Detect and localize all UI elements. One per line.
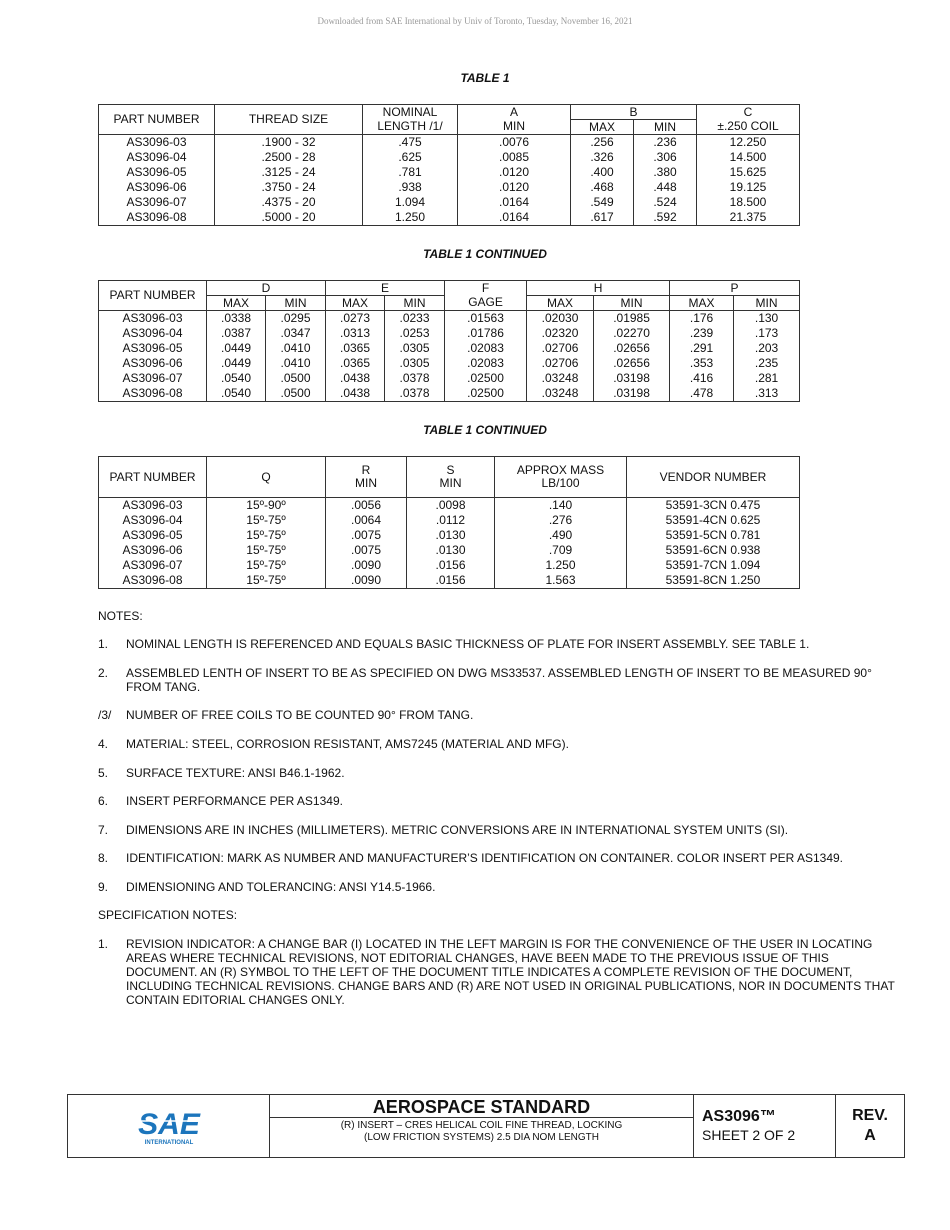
table-cell: .02500 bbox=[445, 386, 527, 402]
header-r-min: MIN bbox=[326, 477, 407, 498]
table-cell: .276 bbox=[495, 513, 627, 528]
header-h-min: MIN bbox=[594, 296, 670, 311]
table-cell: 15º-75º bbox=[207, 543, 326, 558]
table-cell: .02656 bbox=[594, 341, 670, 356]
note-number: 1. bbox=[98, 637, 109, 651]
table-cell: .256 bbox=[571, 135, 634, 151]
table-cell: .0164 bbox=[458, 195, 571, 210]
table-cell: .176 bbox=[670, 311, 734, 327]
table-cell: 15º-75º bbox=[207, 513, 326, 528]
table1-caption: TABLE 1 bbox=[460, 71, 510, 85]
number-cell bbox=[694, 1095, 836, 1157]
table-cell: .0075 bbox=[326, 528, 407, 543]
table-cell: .0378 bbox=[385, 371, 445, 386]
table-cell: .617 bbox=[571, 210, 634, 226]
table-cell: .4375 - 20 bbox=[215, 195, 363, 210]
table-cell: .3125 - 24 bbox=[215, 165, 363, 180]
note-item bbox=[98, 823, 898, 837]
table-cell: .0500 bbox=[266, 371, 326, 386]
table-cell: .0076 bbox=[458, 135, 571, 151]
table-cell: .592 bbox=[634, 210, 697, 226]
table-cell: .0449 bbox=[207, 356, 266, 371]
table-row bbox=[99, 311, 800, 327]
table-cell: .326 bbox=[571, 150, 634, 165]
table-row bbox=[99, 386, 800, 402]
sheet-number: SHEET 2 OF 2 bbox=[702, 1127, 796, 1143]
table-cell: 1.250 bbox=[363, 210, 458, 226]
table-cell: .03198 bbox=[594, 371, 670, 386]
header-c: C bbox=[697, 105, 800, 120]
table-cell: .0313 bbox=[326, 326, 385, 341]
title-cell bbox=[270, 1095, 694, 1157]
table-cell: .0156 bbox=[407, 573, 495, 589]
table-cell: .353 bbox=[670, 356, 734, 371]
table-cell: 1.563 bbox=[495, 573, 627, 589]
table-cell: .02320 bbox=[527, 326, 594, 341]
table-cell: .130 bbox=[734, 311, 800, 327]
note-number: 5. bbox=[98, 766, 109, 780]
table-cell: .0438 bbox=[326, 386, 385, 402]
table-cell: .0130 bbox=[407, 543, 495, 558]
table-cell: .01563 bbox=[445, 311, 527, 327]
table2-caption: TABLE 1 CONTINUED bbox=[423, 247, 547, 261]
table-cell: AS3096-03 bbox=[99, 311, 207, 327]
table-cell: .03248 bbox=[527, 386, 594, 402]
table-row bbox=[99, 528, 800, 543]
header-d-max: MAX bbox=[207, 296, 266, 311]
table-row bbox=[99, 150, 800, 165]
table-cell: 1.250 bbox=[495, 558, 627, 573]
table-cell: 19.125 bbox=[697, 180, 800, 195]
table-row bbox=[99, 371, 800, 386]
table-cell: 15º-75º bbox=[207, 528, 326, 543]
table-cell: .02656 bbox=[594, 356, 670, 371]
table-cell: AS3096-08 bbox=[99, 573, 207, 589]
table-row bbox=[99, 498, 800, 514]
document-type: AEROSPACE STANDARD bbox=[270, 1095, 693, 1118]
table-cell: 21.375 bbox=[697, 210, 800, 226]
table-cell: .0075 bbox=[326, 543, 407, 558]
table-cell: .625 bbox=[363, 150, 458, 165]
table-cell: AS3096-07 bbox=[99, 371, 207, 386]
table-row bbox=[99, 165, 800, 180]
table-cell: .0449 bbox=[207, 341, 266, 356]
table-cell: .0130 bbox=[407, 528, 495, 543]
table-cell: .0120 bbox=[458, 180, 571, 195]
notes-heading: NOTES: bbox=[98, 609, 143, 623]
table-row bbox=[99, 135, 800, 151]
table-cell: .281 bbox=[734, 371, 800, 386]
table-row bbox=[99, 180, 800, 195]
header-f: F bbox=[445, 281, 527, 296]
header-e-min: MIN bbox=[385, 296, 445, 311]
revision-value: A bbox=[864, 1127, 876, 1144]
header-a-min: MIN bbox=[458, 120, 571, 135]
table-cell: .3750 - 24 bbox=[215, 180, 363, 195]
table-cell: .173 bbox=[734, 326, 800, 341]
table-cell: .306 bbox=[634, 150, 697, 165]
table-cell: .478 bbox=[670, 386, 734, 402]
table-row bbox=[99, 356, 800, 371]
header-mass-unit: LB/100 bbox=[495, 477, 627, 498]
table-cell: .938 bbox=[363, 180, 458, 195]
logo-wordmark: SAE bbox=[138, 1108, 200, 1141]
table-cell: .468 bbox=[571, 180, 634, 195]
table3 bbox=[98, 456, 800, 589]
note-number: 7. bbox=[98, 823, 109, 837]
table-row bbox=[99, 558, 800, 573]
table-cell: 15.625 bbox=[697, 165, 800, 180]
table-cell: .0164 bbox=[458, 210, 571, 226]
header-part-number: PART NUMBER bbox=[99, 281, 207, 311]
table-cell: .0410 bbox=[266, 341, 326, 356]
table-row bbox=[99, 341, 800, 356]
table-cell: .0120 bbox=[458, 165, 571, 180]
table-cell: AS3096-04 bbox=[99, 326, 207, 341]
table-cell: .0500 bbox=[266, 386, 326, 402]
table-cell: .0090 bbox=[326, 558, 407, 573]
header-s-min: MIN bbox=[407, 477, 495, 498]
header-b-min: MIN bbox=[634, 120, 697, 135]
table-cell: 53591-4CN 0.625 bbox=[627, 513, 800, 528]
table-cell: .709 bbox=[495, 543, 627, 558]
note-number: 2. bbox=[98, 666, 109, 680]
table-cell: .239 bbox=[670, 326, 734, 341]
table-cell: .400 bbox=[571, 165, 634, 180]
table-cell: AS3096-04 bbox=[99, 150, 215, 165]
table-cell: .02083 bbox=[445, 356, 527, 371]
table-cell: .0156 bbox=[407, 558, 495, 573]
logo-cell bbox=[68, 1095, 270, 1157]
table-cell: AS3096-06 bbox=[99, 543, 207, 558]
note-number: 6. bbox=[98, 794, 109, 808]
table-cell: .2500 - 28 bbox=[215, 150, 363, 165]
header-h-max: MAX bbox=[527, 296, 594, 311]
table-cell: 15º-75º bbox=[207, 573, 326, 589]
note-item bbox=[98, 637, 898, 651]
note-item bbox=[98, 851, 898, 865]
download-watermark: Downloaded from SAE International by Univ of Toronto, Tuesday, November 16, 2021 bbox=[317, 16, 633, 26]
table-row bbox=[99, 543, 800, 558]
note-text: ASSEMBLED LENTH OF INSERT TO BE AS SPECIFIED ON DWG MS33537. ASSEMBLED LENGTH OF INSERT TO BE MEASURED 90° FROM TANG. bbox=[126, 666, 872, 694]
table-cell: AS3096-03 bbox=[99, 498, 207, 514]
table-cell: 53591-6CN 0.938 bbox=[627, 543, 800, 558]
header-p: P bbox=[670, 281, 800, 296]
table-cell: .0090 bbox=[326, 573, 407, 589]
header-vendor-number: VENDOR NUMBER bbox=[627, 457, 800, 498]
table-cell: 53591-5CN 0.781 bbox=[627, 528, 800, 543]
header-f-gage: GAGE bbox=[445, 296, 527, 311]
table-cell: .0540 bbox=[207, 386, 266, 402]
header-thread-size: THREAD SIZE bbox=[215, 105, 363, 135]
table-cell: AS3096-06 bbox=[99, 356, 207, 371]
table-cell: 15º-90º bbox=[207, 498, 326, 514]
table-cell: 14.500 bbox=[697, 150, 800, 165]
table-row bbox=[99, 326, 800, 341]
header-s: S bbox=[407, 457, 495, 478]
table-cell: .03198 bbox=[594, 386, 670, 402]
note-text: NUMBER OF FREE COILS TO BE COUNTED 90° FROM TANG. bbox=[126, 708, 474, 722]
header-p-max: MAX bbox=[670, 296, 734, 311]
table-cell: .0112 bbox=[407, 513, 495, 528]
table-cell: .03248 bbox=[527, 371, 594, 386]
note-item bbox=[98, 880, 898, 894]
table-cell: .0253 bbox=[385, 326, 445, 341]
header-b-max: MAX bbox=[571, 120, 634, 135]
table2 bbox=[98, 280, 800, 402]
table-cell: 53591-7CN 1.094 bbox=[627, 558, 800, 573]
note-item bbox=[98, 766, 898, 780]
table-cell: .01786 bbox=[445, 326, 527, 341]
table-cell: .291 bbox=[670, 341, 734, 356]
note-text: DIMENSIONING AND TOLERANCING: ANSI Y14.5-1966. bbox=[126, 880, 436, 894]
table-cell: 53591-8CN 1.250 bbox=[627, 573, 800, 589]
note-text: INSERT PERFORMANCE PER AS1349. bbox=[126, 794, 343, 808]
table-cell: .0305 bbox=[385, 341, 445, 356]
header-nominal: NOMINAL bbox=[363, 105, 458, 120]
note-text: SURFACE TEXTURE: ANSI B46.1-1962. bbox=[126, 766, 345, 780]
table-cell: AS3096-06 bbox=[99, 180, 215, 195]
header-part-number: PART NUMBER bbox=[99, 457, 207, 498]
header-q: Q bbox=[207, 457, 326, 498]
table-cell: .475 bbox=[363, 135, 458, 151]
table-row bbox=[99, 195, 800, 210]
table-cell: .0295 bbox=[266, 311, 326, 327]
table-cell: 53591-3CN 0.475 bbox=[627, 498, 800, 514]
note-number: 1. bbox=[98, 937, 109, 951]
table-cell: AS3096-08 bbox=[99, 386, 207, 402]
document-number: AS3096™ bbox=[702, 1108, 776, 1125]
table-cell: .140 bbox=[495, 498, 627, 514]
table-cell: .02030 bbox=[527, 311, 594, 327]
table-cell: .416 bbox=[670, 371, 734, 386]
table-cell: AS3096-05 bbox=[99, 341, 207, 356]
table-cell: .0098 bbox=[407, 498, 495, 514]
table-cell: .02083 bbox=[445, 341, 527, 356]
table-cell: .0347 bbox=[266, 326, 326, 341]
header-e-max: MAX bbox=[326, 296, 385, 311]
table-cell: .0085 bbox=[458, 150, 571, 165]
header-nominal-length: LENGTH /1/ bbox=[363, 120, 458, 135]
table-cell: 15º-75º bbox=[207, 558, 326, 573]
table-cell: AS3096-03 bbox=[99, 135, 215, 151]
table-cell: .0064 bbox=[326, 513, 407, 528]
table-cell: .0233 bbox=[385, 311, 445, 327]
header-b: B bbox=[571, 105, 697, 120]
header-a: A bbox=[458, 105, 571, 120]
header-h: H bbox=[527, 281, 670, 296]
revision-cell bbox=[836, 1095, 904, 1157]
header-c-coil: ±.250 COIL bbox=[697, 120, 800, 135]
revision-label: REV. bbox=[852, 1107, 888, 1124]
table-cell: .380 bbox=[634, 165, 697, 180]
note-text: NOMINAL LENGTH IS REFERENCED AND EQUALS BASIC THICKNESS OF PLATE FOR INSERT ASSEMBLY. SEE TABLE 1. bbox=[126, 637, 810, 651]
table-cell: .490 bbox=[495, 528, 627, 543]
table-cell: .5000 - 20 bbox=[215, 210, 363, 226]
note-text: MATERIAL: STEEL, CORROSION RESISTANT, AMS7245 (MATERIAL AND MFG). bbox=[126, 737, 569, 751]
header-r: R bbox=[326, 457, 407, 478]
table-row bbox=[99, 573, 800, 589]
note-text: REVISION INDICATOR: A CHANGE BAR (I) LOCATED IN THE LEFT MARGIN IS FOR THE CONVENIENCE OF THE USER IN LOCATING AREAS WHERE TECHNICAL REVISIONS, NOT EDITORIAL CHANGES, HAVE BEEN MADE TO THE PREVIOUS ISSUE OF THIS DOCUMENT. AN (R) SYMBOL TO THE LEFT OF THE DOCUMENT TITLE INDICATES A COMPLETE REVISION OF THE DOCUMENT, INCLUDING TECHNICAL REVISIONS. CHANGE BARS AND (R) ARE NOT USED IN ORIGINAL PUBLICATIONS, NOR IN DOCUMENTS THAT CONTAIN EDITORIAL CHANGES ONLY. bbox=[126, 937, 895, 1007]
note-item bbox=[98, 708, 898, 722]
table-cell: .0305 bbox=[385, 356, 445, 371]
header-d: D bbox=[207, 281, 326, 296]
note-number: 9. bbox=[98, 880, 109, 894]
note-item bbox=[98, 794, 898, 808]
table-cell: .02706 bbox=[527, 341, 594, 356]
table-cell: AS3096-07 bbox=[99, 195, 215, 210]
table-cell: AS3096-07 bbox=[99, 558, 207, 573]
note-text: DIMENSIONS ARE IN INCHES (MILLIMETERS). METRIC CONVERSIONS ARE IN INTERNATIONAL SYSTEM UNITS (SI). bbox=[126, 823, 789, 837]
table-cell: .0387 bbox=[207, 326, 266, 341]
table-cell: .236 bbox=[634, 135, 697, 151]
table-cell: .235 bbox=[734, 356, 800, 371]
table-cell: .203 bbox=[734, 341, 800, 356]
table-cell: AS3096-08 bbox=[99, 210, 215, 226]
table-cell: .0056 bbox=[326, 498, 407, 514]
header-p-min: MIN bbox=[734, 296, 800, 311]
note-item bbox=[98, 666, 898, 694]
document-title-line-1: (R) INSERT – CRES HELICAL COIL FINE THREAD, LOCKING bbox=[340, 1120, 623, 1131]
note-text: IDENTIFICATION: MARK AS NUMBER AND MANUFACTURER’S IDENTIFICATION ON CONTAINER. COLOR INSERT PER AS1349. bbox=[126, 851, 843, 865]
table-cell: .01985 bbox=[594, 311, 670, 327]
note-item bbox=[98, 937, 898, 1007]
table-row bbox=[99, 513, 800, 528]
table-cell: AS3096-05 bbox=[99, 528, 207, 543]
table-cell: .02500 bbox=[445, 371, 527, 386]
note-number: /3/ bbox=[98, 708, 112, 722]
note-number: 4. bbox=[98, 737, 109, 751]
table-cell: .1900 - 32 bbox=[215, 135, 363, 151]
note-item bbox=[98, 737, 898, 751]
table-cell: .313 bbox=[734, 386, 800, 402]
title-block bbox=[67, 1094, 905, 1158]
table-cell: .0338 bbox=[207, 311, 266, 327]
header-part-number: PART NUMBER bbox=[99, 105, 215, 135]
table-cell: .0438 bbox=[326, 371, 385, 386]
table-cell: .0410 bbox=[266, 356, 326, 371]
table-cell: .0365 bbox=[326, 341, 385, 356]
document-title-line-2: (LOW FRICTION SYSTEMS) 2.5 DIA NOM LENGTH bbox=[363, 1132, 600, 1143]
table3-caption: TABLE 1 CONTINUED bbox=[423, 423, 547, 437]
table-cell: .02706 bbox=[527, 356, 594, 371]
table-cell: AS3096-04 bbox=[99, 513, 207, 528]
table-cell: 1.094 bbox=[363, 195, 458, 210]
table-cell: .524 bbox=[634, 195, 697, 210]
header-d-min: MIN bbox=[266, 296, 326, 311]
table-cell: .0365 bbox=[326, 356, 385, 371]
table-cell: .02270 bbox=[594, 326, 670, 341]
table-cell: .549 bbox=[571, 195, 634, 210]
header-e: E bbox=[326, 281, 445, 296]
table-row bbox=[99, 210, 800, 226]
header-approx-mass: APPROX MASS bbox=[495, 457, 627, 478]
table-cell: .0273 bbox=[326, 311, 385, 327]
table-cell: 18.500 bbox=[697, 195, 800, 210]
table-cell: .448 bbox=[634, 180, 697, 195]
sae-logo bbox=[134, 1107, 204, 1150]
logo-subtext: INTERNATIONAL bbox=[144, 1140, 194, 1146]
table-cell: .781 bbox=[363, 165, 458, 180]
table-cell: .0378 bbox=[385, 386, 445, 402]
table1 bbox=[98, 104, 800, 226]
table-cell: 12.250 bbox=[697, 135, 800, 151]
table-cell: .0540 bbox=[207, 371, 266, 386]
table-cell: AS3096-05 bbox=[99, 165, 215, 180]
note-number: 8. bbox=[98, 851, 109, 865]
spec-notes-heading: SPECIFICATION NOTES: bbox=[98, 908, 238, 922]
